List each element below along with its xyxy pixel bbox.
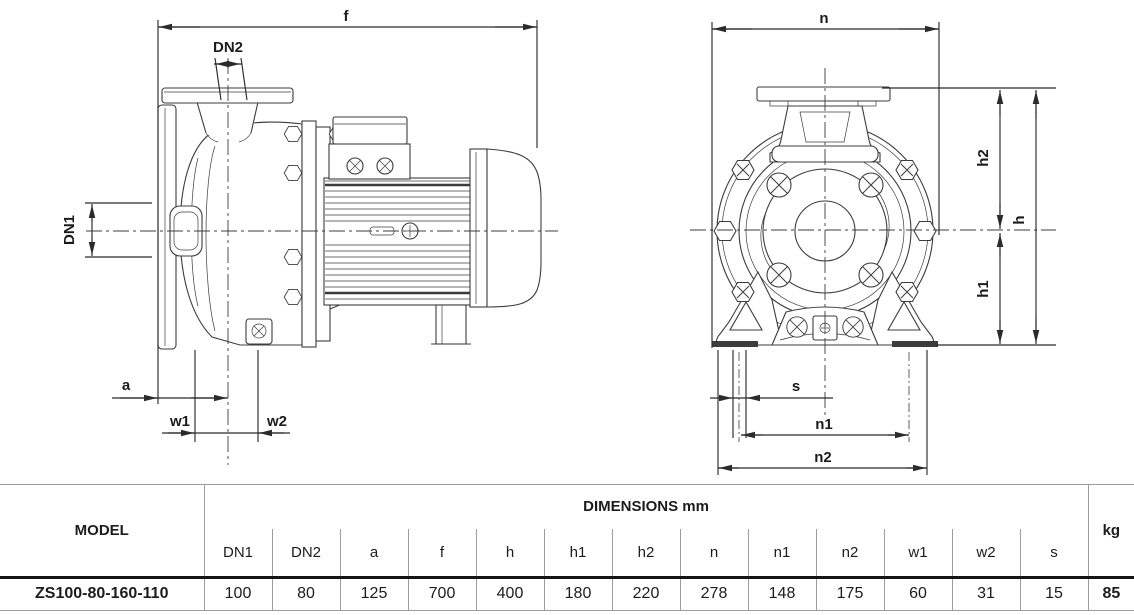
dim-label-dn2: DN2 xyxy=(212,39,244,56)
value-n: 278 xyxy=(680,577,748,610)
weight-value-cell: 85 xyxy=(1088,577,1134,610)
model-name-cell: ZS100-80-160-110 xyxy=(0,577,204,610)
col-header-w1: w1 xyxy=(884,529,952,578)
col-header-h: h xyxy=(476,529,544,578)
col-header-dn2: DN2 xyxy=(272,529,340,578)
model-header-cell: MODEL xyxy=(0,485,204,578)
pump-front-view xyxy=(690,68,1056,415)
dim-label-dn1: DN1 xyxy=(61,214,78,246)
col-header-h2: h2 xyxy=(612,529,680,578)
value-h1: 180 xyxy=(544,577,612,610)
col-header-dn1: DN1 xyxy=(204,529,272,578)
value-h: 400 xyxy=(476,577,544,610)
dim-label-n2: n2 xyxy=(814,449,832,466)
value-s: 15 xyxy=(1020,577,1088,610)
dim-label-n: n xyxy=(819,10,829,27)
value-n2: 175 xyxy=(816,577,884,610)
col-header-n: n xyxy=(680,529,748,578)
dim-label-n1: n1 xyxy=(815,416,833,433)
value-w2: 31 xyxy=(952,577,1020,610)
kg-header-cell: kg xyxy=(1088,485,1134,578)
value-n1: 148 xyxy=(748,577,816,610)
col-header-n1: n1 xyxy=(748,529,816,578)
col-header-s: s xyxy=(1020,529,1088,578)
value-h2: 220 xyxy=(612,577,680,610)
col-header-h1: h1 xyxy=(544,529,612,578)
value-dn2: 80 xyxy=(272,577,340,610)
pump-side-view xyxy=(86,58,558,465)
dimensions-header-cell: DIMENSIONS mm xyxy=(204,485,1088,529)
col-header-w2: w2 xyxy=(952,529,1020,578)
col-header-a: a xyxy=(340,529,408,578)
col-header-f: f xyxy=(408,529,476,578)
dim-label-a: a xyxy=(121,377,131,394)
value-a: 125 xyxy=(340,577,408,610)
value-dn1: 100 xyxy=(204,577,272,610)
value-f: 700 xyxy=(408,577,476,610)
dim-label-f: f xyxy=(343,8,349,25)
dim-label-w2: w2 xyxy=(266,413,288,430)
dim-label-h2: h2 xyxy=(975,149,992,167)
col-header-n2: n2 xyxy=(816,529,884,578)
dim-label-h: h xyxy=(1011,215,1028,225)
dimensions-table xyxy=(0,484,1134,611)
dim-label-w1: w1 xyxy=(169,413,191,430)
dim-label-h1: h1 xyxy=(975,280,992,298)
value-w1: 60 xyxy=(884,577,952,610)
dim-label-s: s xyxy=(791,378,801,395)
